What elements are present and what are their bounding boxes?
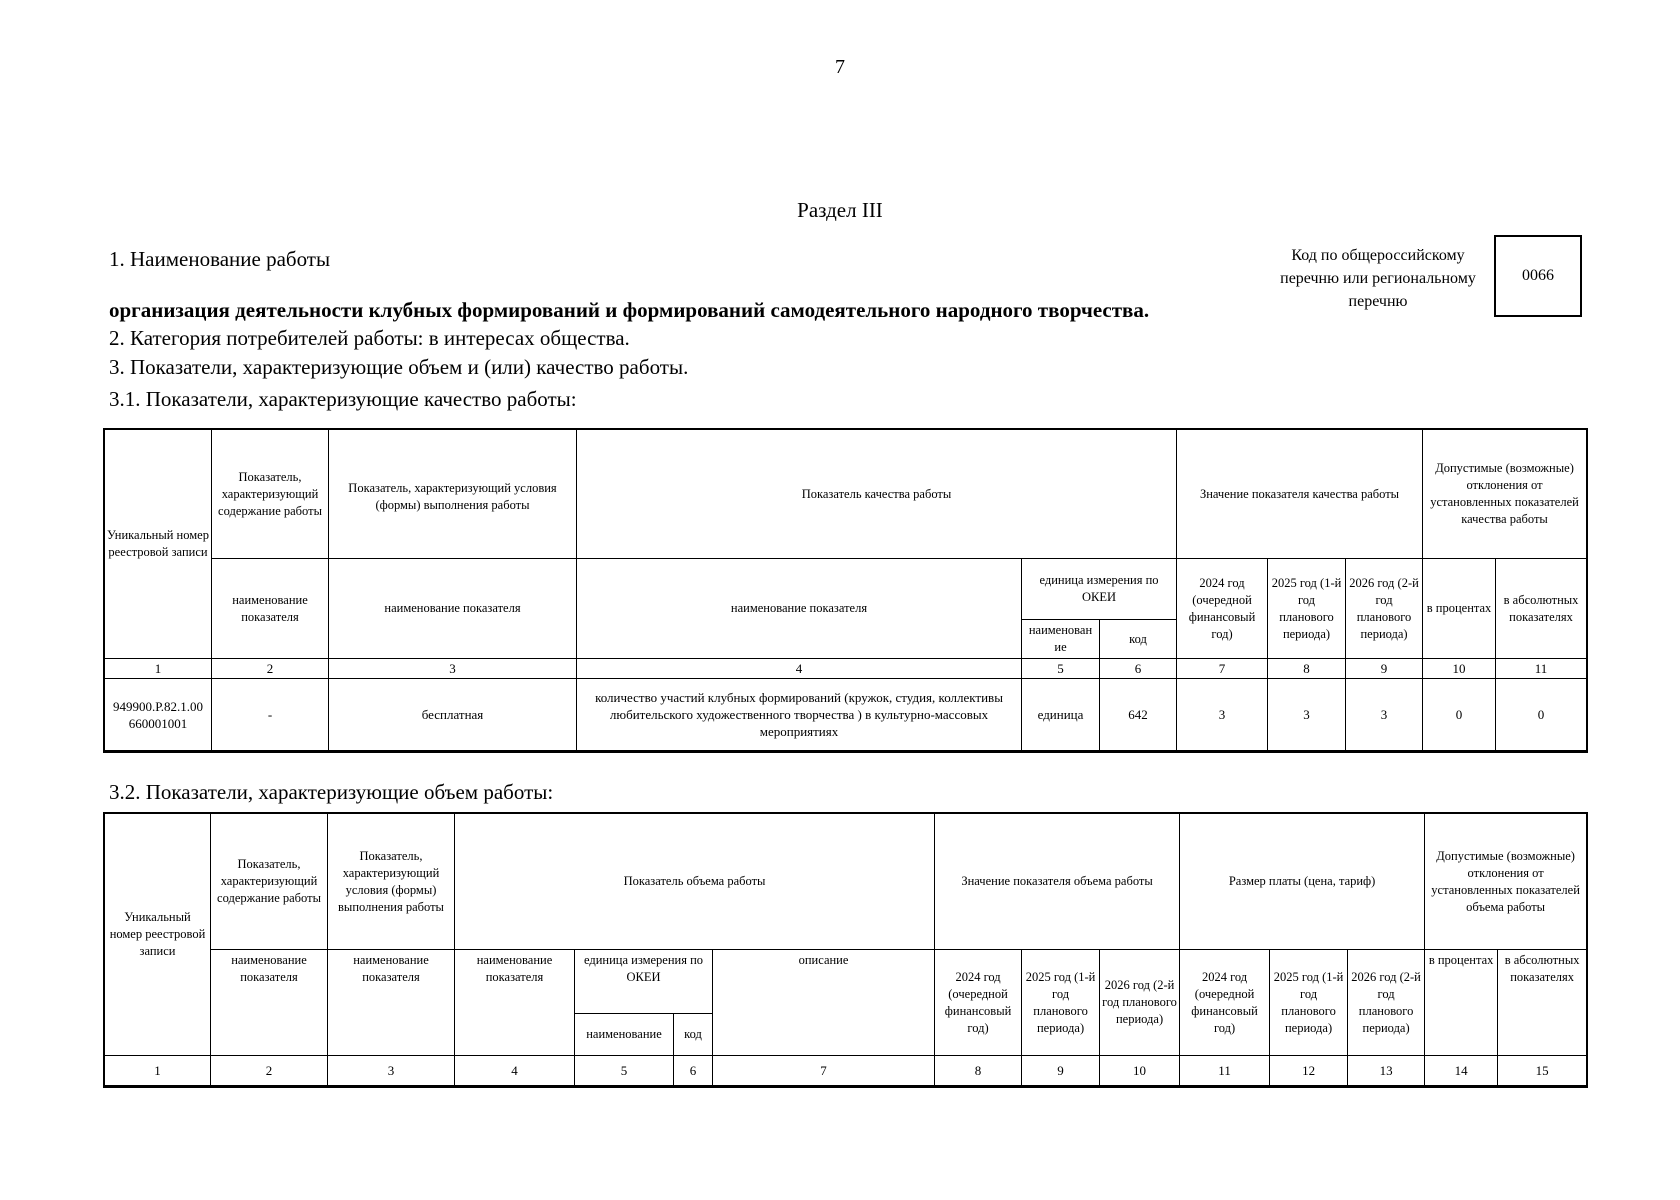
v-col-number: 7 <box>713 1056 935 1086</box>
v-col-number: 8 <box>935 1056 1022 1086</box>
q-cell-unit-name: единица <box>1022 679 1100 751</box>
v-header-price-2025: 2025 год (1-й год планового периода) <box>1270 950 1348 1056</box>
q-header-quality: Показатель качества работы <box>577 430 1177 559</box>
v-col-number: 15 <box>1498 1056 1587 1086</box>
v-col-number: 3 <box>328 1056 455 1086</box>
v-header-content: Показатель, характеризующий содержание работы <box>211 814 328 950</box>
q-cell-indicator-name: количество участий клубных формирований (кружок, студия, коллективы любительского художественного творчества ) в культурно-массовых мероприятиях <box>577 679 1022 751</box>
item3-indicators: 3. Показатели, характеризующие объем и (или) качество работы. <box>109 355 689 379</box>
v-header-description: описание <box>713 950 935 1056</box>
section-title: Раздел III <box>797 198 883 222</box>
q-col-number: 8 <box>1268 659 1346 679</box>
work-name: организация деятельности клубных формирований и формирований самодеятельного народного творчества. <box>109 298 1150 322</box>
v-header-value-2025: 2025 год (1-й год планового периода) <box>1022 950 1100 1056</box>
v-header-value-2026: 2026 год (2-й год планового периода) <box>1100 950 1180 1056</box>
q-header-name-3: наименование показателя <box>329 559 577 659</box>
q-header-conditions: Показатель, характеризующий условия (формы) выполнения работы <box>329 430 577 559</box>
v-col-number: 2 <box>211 1056 328 1086</box>
q-header-value: Значение показателя качества работы <box>1177 430 1423 559</box>
v-col-number: 13 <box>1348 1056 1425 1086</box>
v-header-deviation: Допустимые (возможные) отклонения от установленных показателей объема работы <box>1425 814 1587 950</box>
q-col-number: 10 <box>1423 659 1496 679</box>
code-label-line: перечню или региональному <box>1280 270 1476 287</box>
v-header-unit: единица измерения по ОКЕИ <box>575 950 713 1014</box>
v-header-volume: Показатель объема работы <box>455 814 935 950</box>
q-header-2024: 2024 год (очередной финансовый год) <box>1177 559 1268 659</box>
q-header-content: Показатель, характеризующий содержание работы <box>212 430 329 559</box>
q-cell-2025: 3 <box>1268 679 1346 751</box>
item31-heading: 3.1. Показатели, характеризующие качество работы: <box>109 387 577 411</box>
q-header-2026: 2026 год (2-й год планового периода) <box>1346 559 1423 659</box>
q-header-percent: в процентах <box>1423 559 1496 659</box>
q-cell-unique-number: 949900.Р.82.1.00 660001001 <box>105 679 212 751</box>
q-header-2025: 2025 год (1-й год планового периода) <box>1268 559 1346 659</box>
v-col-number: 5 <box>575 1056 674 1086</box>
code-label-line: Код по общероссийскому <box>1291 247 1465 264</box>
q-cell-conditions: бесплатная <box>329 679 577 751</box>
q-header-unit-code: код <box>1100 620 1177 659</box>
quality-table <box>104 429 1587 751</box>
item2-consumers: 2. Категория потребителей работы: в интересах общества. <box>109 326 630 350</box>
code-box: 0066 <box>1494 235 1582 317</box>
v-col-number: 11 <box>1180 1056 1270 1086</box>
v-header-conditions: Показатель, характеризующий условия (формы) выполнения работы <box>328 814 455 950</box>
v-header-percent: в процентах <box>1425 950 1498 1056</box>
q-header-deviation: Допустимые (возможные) отклонения от установленных показателей качества работы <box>1423 430 1587 559</box>
item1-label: 1. Наименование работы <box>109 247 331 271</box>
q-col-number: 1 <box>105 659 212 679</box>
v-header-unique: Уникальный номер реестровой записи <box>105 814 211 1056</box>
volume-table <box>104 813 1587 1086</box>
v-col-number: 12 <box>1270 1056 1348 1086</box>
q-col-number: 2 <box>212 659 329 679</box>
code-label <box>1258 244 1498 313</box>
q-cell-unit-code: 642 <box>1100 679 1177 751</box>
q-cell-2024: 3 <box>1177 679 1268 751</box>
v-header-value: Значение показателя объема работы <box>935 814 1180 950</box>
q-header-name-2: наименование показателя <box>212 559 329 659</box>
q-header-unique: Уникальный номер реестровой записи <box>105 430 212 659</box>
q-header-absolute: в абсолютных показателях <box>1496 559 1587 659</box>
v-col-number: 10 <box>1100 1056 1180 1086</box>
item32-heading: 3.2. Показатели, характеризующие объем работы: <box>109 780 554 804</box>
v-header-name-2: наименование показателя <box>211 950 328 1056</box>
v-header-price-2024: 2024 год (очередной финансовый год) <box>1180 950 1270 1056</box>
q-header-unit-name: наименован ие <box>1022 620 1100 659</box>
v-header-unit-name: наименование <box>575 1014 674 1056</box>
v-col-number: 1 <box>105 1056 211 1086</box>
q-col-number: 3 <box>329 659 577 679</box>
q-col-number: 11 <box>1496 659 1587 679</box>
v-header-price-2026: 2026 год (2-й год планового периода) <box>1348 950 1425 1056</box>
q-col-number: 7 <box>1177 659 1268 679</box>
q-col-number: 9 <box>1346 659 1423 679</box>
v-header-absolute: в абсолютных показателях <box>1498 950 1587 1056</box>
q-col-number: 5 <box>1022 659 1100 679</box>
v-header-value-2024: 2024 год (очередной финансовый год) <box>935 950 1022 1056</box>
v-header-price: Размер платы (цена, тариф) <box>1180 814 1425 950</box>
v-col-number: 4 <box>455 1056 575 1086</box>
v-col-number: 9 <box>1022 1056 1100 1086</box>
code-label-line: перечню <box>1348 293 1408 310</box>
v-col-number: 14 <box>1425 1056 1498 1086</box>
q-cell-2026: 3 <box>1346 679 1423 751</box>
q-col-number: 4 <box>577 659 1022 679</box>
q-col-number: 6 <box>1100 659 1177 679</box>
q-header-name-4: наименование показателя <box>577 559 1022 659</box>
v-col-number: 6 <box>674 1056 713 1086</box>
v-header-unit-code: код <box>674 1014 713 1056</box>
q-cell-percent: 0 <box>1423 679 1496 751</box>
v-header-name-3: наименование показателя <box>328 950 455 1056</box>
v-header-name-4: наименование показателя <box>455 950 575 1056</box>
q-header-unit: единица измерения по ОКЕИ <box>1022 559 1177 620</box>
q-cell-content: - <box>212 679 329 751</box>
q-cell-absolute: 0 <box>1496 679 1587 751</box>
page-number: 7 <box>835 56 845 78</box>
